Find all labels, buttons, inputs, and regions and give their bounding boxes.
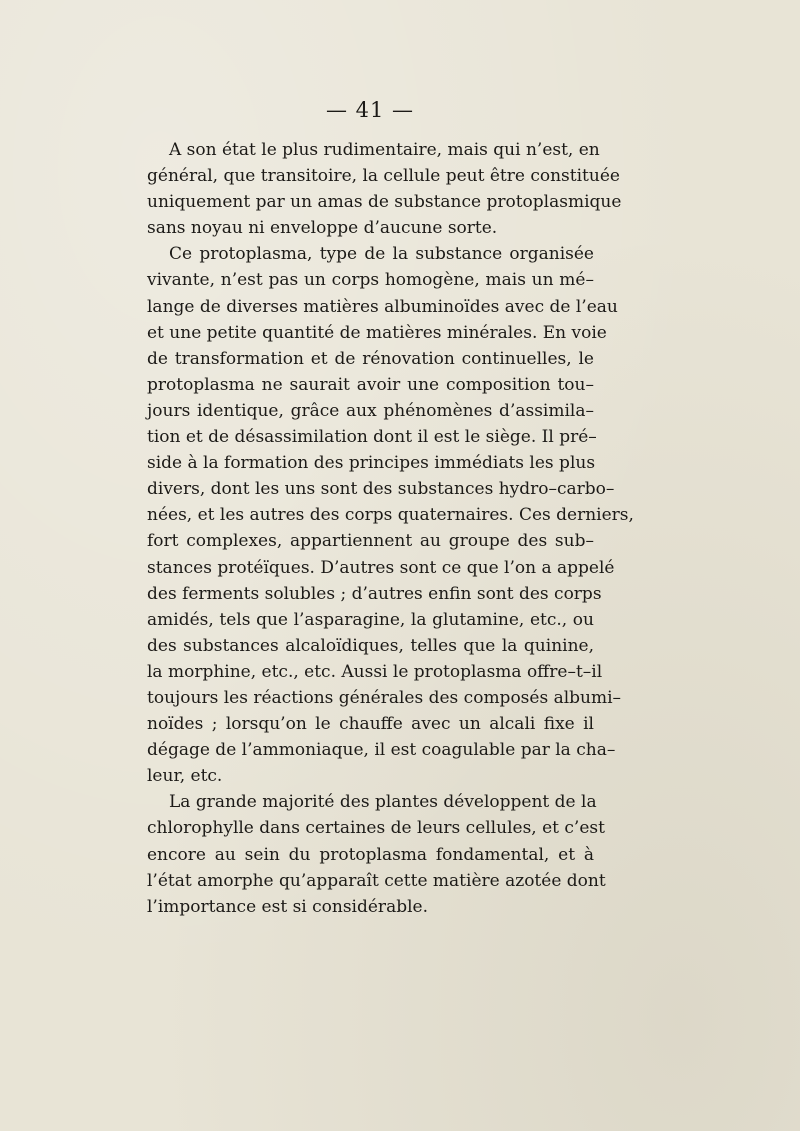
text-line: tion et de désassimilation dont il est le siège. Il pré– [147, 427, 597, 448]
text-line: amidés, tels que l’asparagine, la glutamine, etc., ou [147, 609, 594, 630]
text-line: nées, et les autres des corps quaternaires. Ces derniers, [147, 505, 634, 526]
paragraph [147, 789, 606, 919]
text-line: A son état le plus rudimentaire, mais qui n’est, en [169, 140, 600, 160]
text-line: leur, etc. [147, 766, 223, 787]
text-line: divers, dont les uns sont des substances hydro–carbo– [147, 479, 615, 500]
text-line: protoplasma ne saurait avoir une composition tou– [147, 374, 594, 395]
text-line: fort complexes, appartiennent au groupe des sub– [147, 531, 594, 552]
text-line: lange de diverses matières albuminoïdes avec de l’eau [147, 296, 618, 317]
text-line: uniquement par un amas de substance protoplasmique [147, 192, 622, 213]
page-number: — 41 — [325, 98, 415, 122]
text-line: side à la formation des principes immédiats les plus [147, 453, 596, 474]
text-line: l’état amorphe qu’apparaît cette matière azotée dont [147, 870, 606, 891]
text-line: vivante, n’est pas un corps homogène, mais un mé– [147, 270, 594, 291]
text-line: encore au sein du protoplasma fondamental, et à [147, 844, 594, 865]
text-line: stances protéïques. D’autres sont ce que l’on a appelé [147, 557, 615, 578]
body-text [147, 137, 634, 920]
text-line: de transformation et de rénovation continuelles, le [147, 348, 594, 369]
text-line: sans noyau ni enveloppe d’aucune sorte. [147, 218, 498, 239]
text-line: général, que transitoire, la cellule peut être constituée [147, 166, 620, 187]
text-line: La grande majorité des plantes développent de la [169, 792, 597, 813]
text-line: des substances alcaloïdiques, telles que la quinine, [147, 635, 594, 656]
text-line: Ce protoplasma, type de la substance organisée [169, 244, 594, 265]
text-line: dégage de l’ammoniaque, il est coagulable par la cha– [147, 740, 616, 761]
text-line: noïdes ; lorsqu’on le chauffe avec un alcali fixe il [147, 714, 594, 735]
text-line: chlorophylle dans certaines de leurs cellules, et c’est [147, 818, 605, 839]
paragraph [147, 137, 622, 241]
text-line: l’importance est si considérable. [147, 896, 428, 917]
text-line: des ferments solubles ; d’autres enfin sont des corps [147, 583, 602, 604]
text-line: jours identique, grâce aux phénomènes d’assimila– [147, 400, 594, 421]
text-line: la morphine, etc., etc. Aussi le protoplasma offre–t–il [147, 661, 603, 682]
paragraph [147, 241, 634, 789]
text-line: et une petite quantité de matières minérales. En voie [147, 322, 607, 343]
text-line: toujours les réactions générales des composés albumi– [147, 687, 622, 708]
